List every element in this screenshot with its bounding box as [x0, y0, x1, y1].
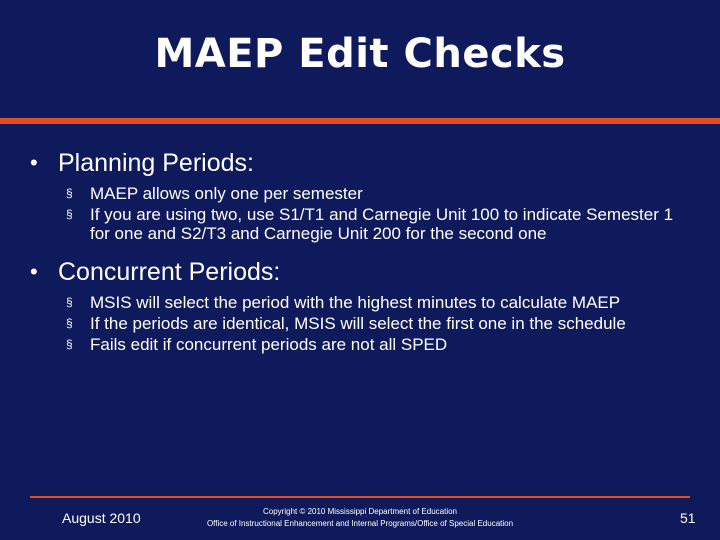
- sub-bullet-item: [30, 293, 690, 312]
- square-bullet-icon: §: [66, 337, 73, 351]
- sub-bullet-text: If you are using two, use S1/T1 and Carnegie Unit 100 to indicate Semester 1 for one and S2/T3 and Carnegie Unit 200 for the second one: [90, 205, 674, 243]
- bullet-dot-icon: •: [30, 150, 38, 175]
- sub-bullet-list: [30, 293, 690, 354]
- sub-bullet-text: MAEP allows only one per semester: [90, 184, 363, 203]
- slide-content: [30, 148, 690, 368]
- sub-bullet-text: Fails edit if concurrent periods are not all SPED: [90, 335, 448, 354]
- bullet-text: Planning Periods:: [58, 149, 254, 177]
- square-bullet-icon: §: [66, 186, 73, 200]
- sub-bullet-item: [30, 335, 690, 354]
- footer-divider: [30, 496, 690, 498]
- sub-bullet-text: MSIS will select the period with the highest minutes to calculate MAEP: [90, 293, 621, 312]
- bullet-group-planning: [30, 148, 690, 243]
- sub-bullet-item: [30, 314, 690, 333]
- slide-title: MAEP Edit Checks: [154, 31, 566, 77]
- sub-bullet-item: [30, 205, 690, 243]
- sub-bullet-list: [30, 184, 690, 243]
- sub-bullet-item: [30, 184, 690, 203]
- bullet-group-concurrent: [30, 257, 690, 354]
- copyright-line-2: Office of Instructional Enhancement and Internal Programs/Office of Special Education: [206, 519, 514, 528]
- footer-date: August 2010: [62, 510, 141, 526]
- square-bullet-icon: §: [66, 207, 73, 221]
- footer-copyright: [200, 506, 520, 538]
- title-divider: [0, 118, 720, 124]
- sub-bullet-text: If the periods are identical, MSIS will select the first one in the schedule: [90, 314, 626, 333]
- square-bullet-icon: §: [66, 295, 73, 309]
- bullet-concurrent-periods: [30, 257, 690, 287]
- square-bullet-icon: §: [66, 316, 73, 330]
- bullet-text: Concurrent Periods:: [58, 258, 281, 286]
- copyright-line-1: Copyright © 2010 Mississippi Department of Education: [263, 507, 457, 516]
- bullet-dot-icon: •: [30, 259, 38, 284]
- bullet-planning-periods: [30, 148, 690, 178]
- page-number: 51: [680, 510, 696, 526]
